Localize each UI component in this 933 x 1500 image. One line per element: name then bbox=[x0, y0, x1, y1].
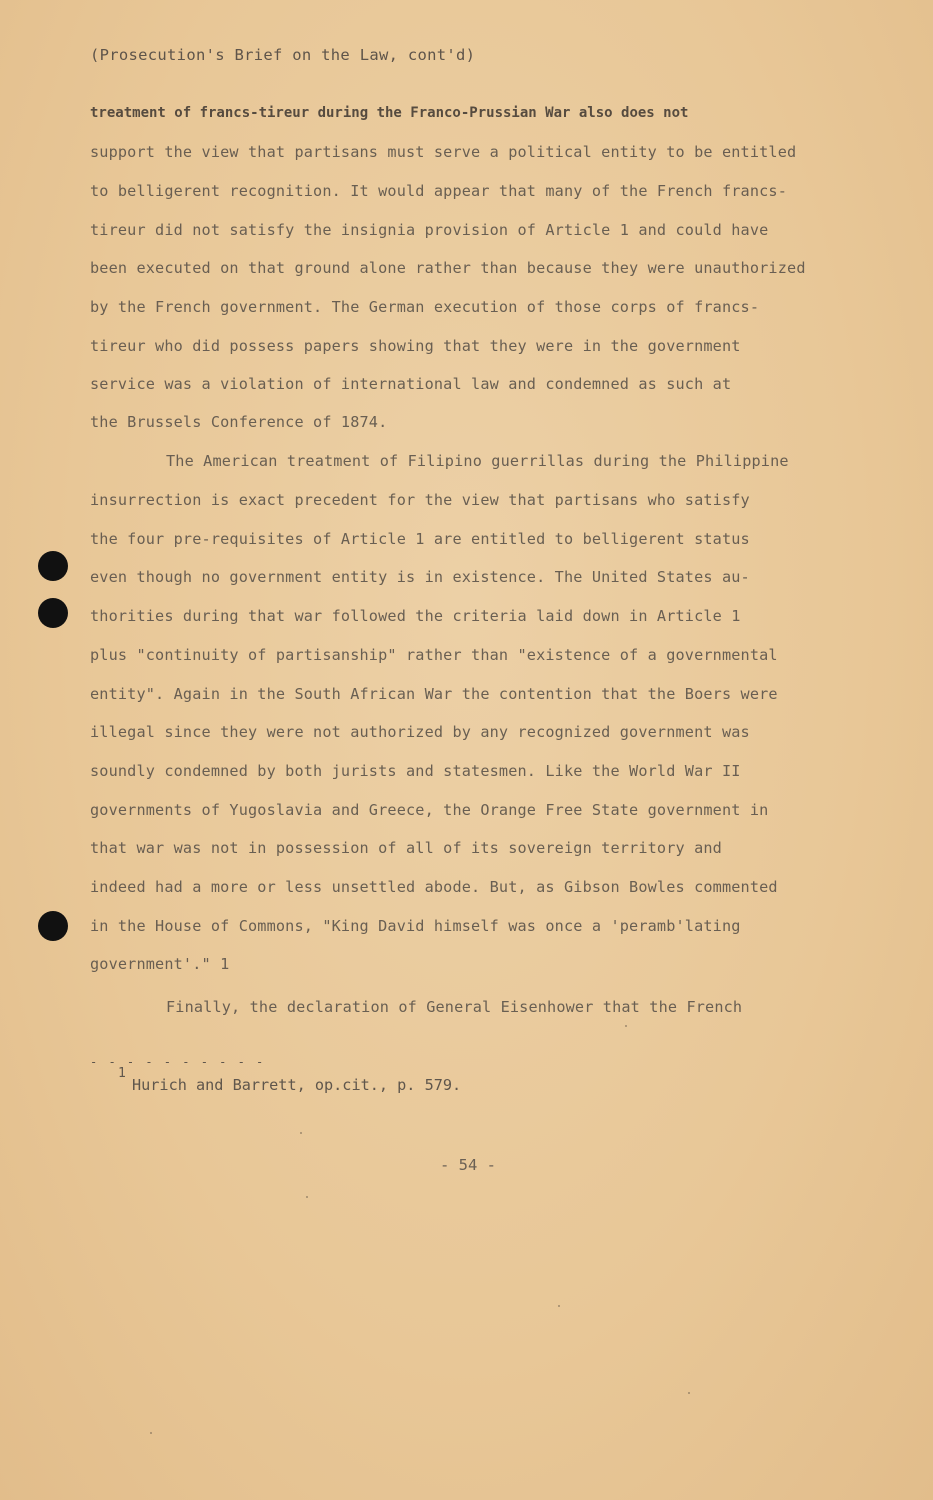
text-line: in the House of Commons, "King David himself was once a 'peramb'lating bbox=[90, 917, 741, 935]
text-line: governments of Yugoslavia and Greece, the Orange Free State government in bbox=[90, 801, 769, 819]
footnote-text: Hurich and Barrett, op.cit., p. 579. bbox=[132, 1076, 462, 1094]
page-number: - 54 - bbox=[440, 1156, 496, 1174]
paper-speck bbox=[306, 1196, 308, 1198]
text-line: insurrection is exact precedent for the view that partisans who satisfy bbox=[90, 491, 750, 509]
punch-hole bbox=[38, 911, 68, 941]
text-line: even though no government entity is in existence. The United States au- bbox=[90, 568, 750, 586]
footnote-marker: 1 bbox=[118, 1066, 126, 1081]
text-line: indeed had a more or less unsettled abode. But, as Gibson Bowles commented bbox=[90, 878, 778, 896]
text-line: entity". Again in the South African War the contention that the Boers were bbox=[90, 685, 778, 703]
text-line: thorities during that war followed the criteria laid down in Article 1 bbox=[90, 607, 741, 625]
punch-hole bbox=[38, 551, 68, 581]
text-line: by the French government. The German execution of those corps of francs- bbox=[90, 298, 760, 316]
text-line: soundly condemned by both jurists and statesmen. Like the World War II bbox=[90, 762, 741, 780]
footnote-rule: - - - - - - - - - - bbox=[90, 1055, 266, 1069]
text-line: to belligerent recognition. It would appear that many of the French francs- bbox=[90, 182, 788, 200]
text-line: support the view that partisans must serve a political entity to be entitled bbox=[90, 143, 797, 161]
punch-hole bbox=[38, 598, 68, 628]
text-line: tireur who did possess papers showing that they were in the government bbox=[90, 337, 741, 355]
text-line: The American treatment of Filipino guerrillas during the Philippine bbox=[166, 452, 789, 470]
text-line: the four pre-requisites of Article 1 are entitled to belligerent status bbox=[90, 530, 750, 548]
text-line: Finally, the declaration of General Eisenhower that the French bbox=[166, 998, 743, 1016]
text-line: been executed on that ground alone rather than because they were unauthorized bbox=[90, 259, 806, 277]
paper-speck bbox=[558, 1305, 560, 1307]
text-line: government'." 1 bbox=[90, 955, 230, 973]
text-line: plus "continuity of partisanship" rather than "existence of a governmental bbox=[90, 646, 778, 664]
text-line: the Brussels Conference of 1874. bbox=[90, 413, 388, 431]
text-line: treatment of francs-tireur during the Franco-Prussian War also does not bbox=[90, 105, 689, 121]
paper-speck bbox=[625, 1025, 627, 1027]
text-line: illegal since they were not authorized by any recognized government was bbox=[90, 723, 750, 741]
text-line: tireur did not satisfy the insignia provision of Article 1 and could have bbox=[90, 221, 769, 239]
paper-speck bbox=[150, 1432, 152, 1434]
text-line: that war was not in possession of all of its sovereign territory and bbox=[90, 839, 722, 857]
paper-speck bbox=[300, 1132, 302, 1134]
running-header: (Prosecution's Brief on the Law, cont'd) bbox=[90, 46, 476, 64]
paper-speck bbox=[688, 1392, 690, 1394]
text-line: service was a violation of international law and condemned as such at bbox=[90, 375, 732, 393]
